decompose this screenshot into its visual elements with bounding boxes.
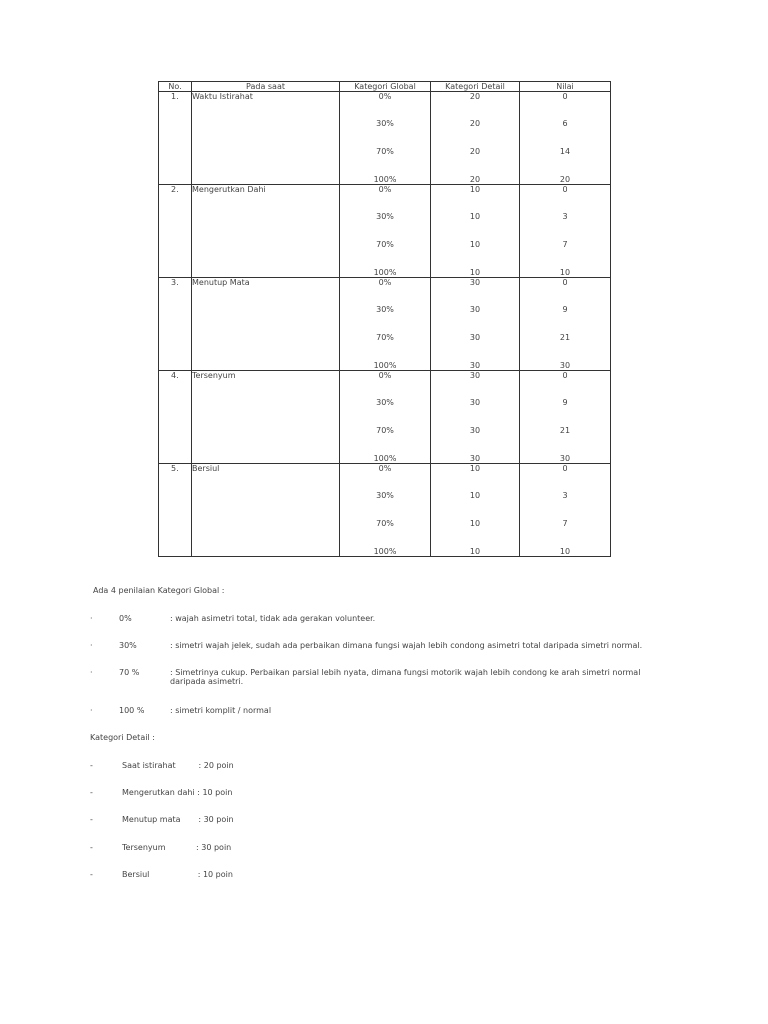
nilai-value: 21 — [559, 333, 571, 342]
row-nilai-cell — [520, 278, 611, 371]
global-value: 100% — [373, 454, 397, 463]
row-detail-cell — [431, 464, 520, 557]
detail-value: 10 — [469, 464, 481, 473]
row-nilai-cell — [520, 92, 611, 185]
global-value: 70% — [376, 519, 394, 528]
global-value: 100% — [373, 268, 397, 277]
row-number: 1. — [159, 92, 192, 185]
detail-value: 10 — [469, 185, 481, 194]
nilai-value: 14 — [559, 147, 571, 156]
table-row — [159, 371, 611, 464]
dash-mark: - — [90, 761, 93, 770]
nilai-value: 0 — [562, 464, 568, 473]
row-number: 4. — [159, 371, 192, 464]
dash-mark: - — [90, 815, 93, 824]
detail-value: 20 — [469, 175, 481, 184]
detail-value: 20 — [469, 119, 481, 128]
global-desc: : Simetrinya cukup. Perbaikan parsial lebih nyata, dimana fungsi motorik wajah lebih condong ke arah simetri normal daripada asimetri. — [170, 668, 641, 686]
detail-text: Bersiul : 10 poin — [122, 870, 233, 879]
row-nilai-cell — [520, 185, 611, 278]
global-value: 100% — [373, 361, 397, 370]
row-global-cell — [340, 464, 431, 557]
detail-text: Menutup mata : 30 poin — [122, 815, 234, 824]
dash-mark: - — [90, 788, 93, 797]
global-value: 30% — [376, 398, 394, 407]
row-pada-saat: Mengerutkan Dahi — [192, 185, 340, 278]
nilai-value: 6 — [562, 119, 568, 128]
nilai-value: 20 — [559, 175, 571, 184]
global-value: 70% — [376, 333, 394, 342]
nilai-value: 30 — [559, 361, 571, 370]
global-value: 30% — [376, 305, 394, 314]
table-row — [159, 92, 611, 185]
detail-value: 20 — [469, 92, 481, 101]
row-global-cell — [340, 278, 431, 371]
global-value: 70% — [376, 147, 394, 156]
row-global-cell — [340, 371, 431, 464]
score-table — [158, 81, 611, 557]
global-value: 30% — [376, 212, 394, 221]
detail-value: 10 — [469, 491, 481, 500]
bullet-mark: · — [90, 706, 93, 715]
nilai-value: 7 — [562, 240, 568, 249]
detail-value: 30 — [469, 398, 481, 407]
nilai-value: 0 — [562, 92, 568, 101]
detail-text: Tersenyum : 30 poin — [122, 843, 232, 852]
global-key: 0% — [119, 614, 132, 623]
row-detail-cell — [431, 92, 520, 185]
row-pada-saat: Tersenyum — [192, 371, 340, 464]
global-value: 100% — [373, 547, 397, 556]
detail-value: 10 — [469, 519, 481, 528]
global-key: 100 % — [119, 706, 145, 715]
bullet-mark: · — [90, 614, 93, 623]
bullet-mark: · — [90, 641, 93, 650]
detail-text: Saat istirahat : 20 poin — [122, 761, 234, 770]
global-value: 100% — [373, 175, 397, 184]
header-no: No. — [159, 82, 192, 92]
row-global-cell — [340, 185, 431, 278]
detail-value: 10 — [469, 240, 481, 249]
bullet-mark: · — [90, 668, 93, 677]
nilai-value: 9 — [562, 398, 568, 407]
row-global-cell — [340, 92, 431, 185]
detail-value: 30 — [469, 333, 481, 342]
detail-value: 30 — [469, 305, 481, 314]
header-kategori-global: Kategori Global — [340, 82, 431, 92]
table-row — [159, 464, 611, 557]
row-number: 5. — [159, 464, 192, 557]
row-number: 3. — [159, 278, 192, 371]
detail-intro: Kategori Detail : — [90, 733, 155, 742]
nilai-value: 0 — [562, 278, 568, 287]
header-pada-saat: Pada saat — [192, 82, 340, 92]
global-desc: : simetri komplit / normal — [170, 706, 272, 715]
detail-value: 10 — [469, 268, 481, 277]
row-pada-saat: Bersiul — [192, 464, 340, 557]
nilai-value: 10 — [559, 268, 571, 277]
global-value: 0% — [378, 464, 392, 473]
row-detail-cell — [431, 371, 520, 464]
table-row — [159, 278, 611, 371]
detail-value: 30 — [469, 278, 481, 287]
global-value: 0% — [378, 92, 392, 101]
row-detail-cell — [431, 185, 520, 278]
global-value: 70% — [376, 426, 394, 435]
row-nilai-cell — [520, 464, 611, 557]
detail-value: 30 — [469, 371, 481, 380]
nilai-value: 30 — [559, 454, 571, 463]
nilai-value: 10 — [559, 547, 571, 556]
header-nilai: Nilai — [520, 82, 611, 92]
global-value: 0% — [378, 278, 392, 287]
global-value: 0% — [378, 185, 392, 194]
nilai-value: 9 — [562, 305, 568, 314]
dash-mark: - — [90, 870, 93, 879]
nilai-value: 0 — [562, 371, 568, 380]
row-pada-saat: Menutup Mata — [192, 278, 340, 371]
row-number: 2. — [159, 185, 192, 278]
detail-value: 10 — [469, 212, 481, 221]
detail-value: 30 — [469, 454, 481, 463]
nilai-value: 3 — [562, 212, 568, 221]
nilai-value: 7 — [562, 519, 568, 528]
table-row — [159, 185, 611, 278]
detail-value: 30 — [469, 426, 481, 435]
nilai-value: 3 — [562, 491, 568, 500]
global-desc: : wajah asimetri total, tidak ada gerakan volunteer. — [170, 614, 376, 623]
global-key: 30% — [119, 641, 137, 650]
row-detail-cell — [431, 278, 520, 371]
detail-value: 20 — [469, 147, 481, 156]
table-header-row — [159, 82, 611, 92]
global-desc: : simetri wajah jelek, sudah ada perbaikan dimana fungsi wajah lebih condong asimetri total daripada simetri normal. — [170, 641, 643, 650]
global-value: 70% — [376, 240, 394, 249]
dash-mark: - — [90, 843, 93, 852]
global-value: 30% — [376, 491, 394, 500]
detail-value: 10 — [469, 547, 481, 556]
header-kategori-detail: Kategori Detail — [431, 82, 520, 92]
row-nilai-cell — [520, 371, 611, 464]
nilai-value: 0 — [562, 185, 568, 194]
global-value: 0% — [378, 371, 392, 380]
global-key: 70 % — [119, 668, 140, 677]
global-value: 30% — [376, 119, 394, 128]
row-pada-saat: Waktu Istirahat — [192, 92, 340, 185]
nilai-value: 21 — [559, 426, 571, 435]
detail-value: 30 — [469, 361, 481, 370]
global-intro: Ada 4 penilaian Kategori Global : — [93, 586, 225, 595]
detail-text: Mengerutkan dahi : 10 poin — [122, 788, 233, 797]
